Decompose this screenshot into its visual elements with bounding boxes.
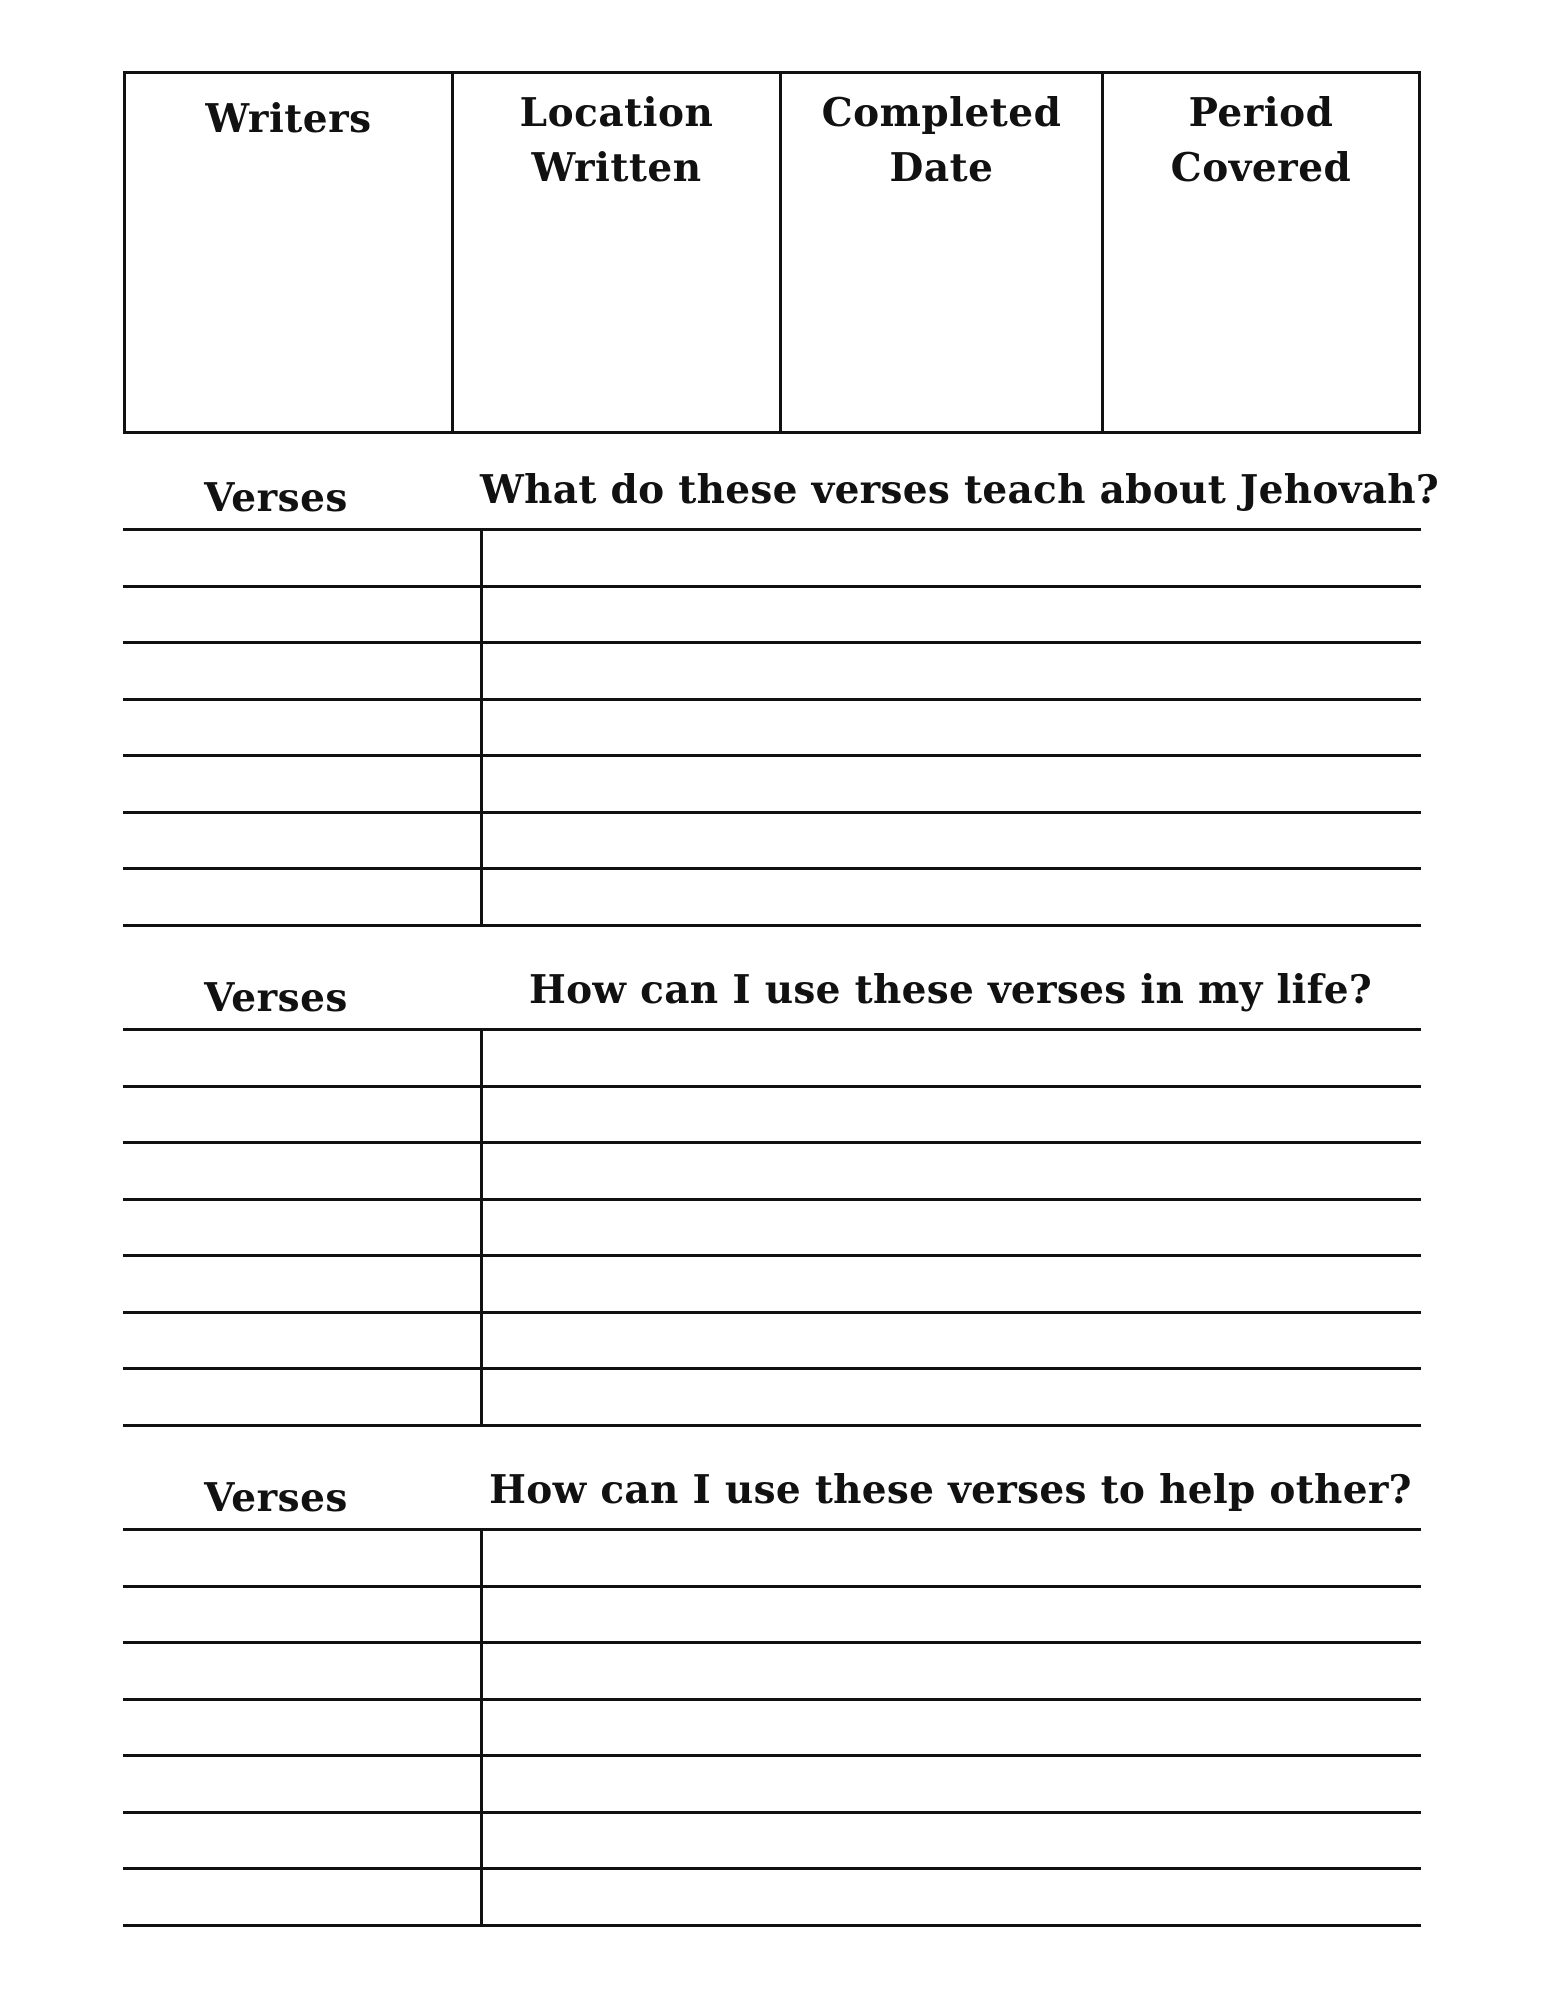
verses-column-title: Verses xyxy=(204,475,348,521)
answer-entry-cell[interactable] xyxy=(483,1701,1421,1755)
answer-entry-cell[interactable] xyxy=(483,1814,1421,1868)
answer-entry-cell[interactable] xyxy=(483,1588,1421,1642)
section-teach-about-jehovah xyxy=(123,467,1440,914)
writing-grid xyxy=(123,1528,1421,1927)
writing-grid xyxy=(123,1028,1421,1427)
verse-entry-cell[interactable] xyxy=(123,1257,480,1311)
location-written-header: Location Written xyxy=(519,90,714,191)
verse-entry-cell[interactable] xyxy=(123,1588,480,1642)
verse-entry-cell[interactable] xyxy=(123,1870,480,1924)
answer-entry-cell[interactable] xyxy=(483,1757,1421,1811)
verse-entry-cell[interactable] xyxy=(123,814,480,868)
answer-entry-cell[interactable] xyxy=(483,1031,1421,1085)
writers-cell[interactable] xyxy=(126,74,454,431)
answer-entry-cell[interactable] xyxy=(483,701,1421,755)
answer-entry-cell[interactable] xyxy=(483,1531,1421,1585)
verse-entry-cell[interactable] xyxy=(123,1370,480,1424)
location-written-cell[interactable] xyxy=(454,74,782,431)
verse-entry-cell[interactable] xyxy=(123,1088,480,1142)
verse-entry-cell[interactable] xyxy=(123,1644,480,1698)
verse-entry-cell[interactable] xyxy=(123,1314,480,1368)
rule-line xyxy=(123,924,1421,927)
answer-entry-cell[interactable] xyxy=(483,814,1421,868)
verse-entry-cell[interactable] xyxy=(123,1701,480,1755)
answer-entry-cell[interactable] xyxy=(483,1370,1421,1424)
verses-column-title: Verses xyxy=(204,1475,348,1521)
answer-entry-cell[interactable] xyxy=(483,1644,1421,1698)
answer-entry-cell[interactable] xyxy=(483,1870,1421,1924)
verse-entry-cell[interactable] xyxy=(123,1201,480,1255)
completed-date-header: Completed Date xyxy=(821,90,1062,191)
completed-date-cell[interactable] xyxy=(782,74,1104,431)
verse-entry-cell[interactable] xyxy=(123,1757,480,1811)
writing-grid xyxy=(123,528,1421,927)
verse-entry-cell[interactable] xyxy=(123,644,480,698)
section-use-in-my-life xyxy=(123,967,1421,1414)
writers-header: Writers xyxy=(205,96,372,142)
verses-column-title: Verses xyxy=(204,975,348,1021)
answer-entry-cell[interactable] xyxy=(483,757,1421,811)
verse-entry-cell[interactable] xyxy=(123,701,480,755)
info-table xyxy=(123,71,1421,434)
answer-entry-cell[interactable] xyxy=(483,1314,1421,1368)
verse-entry-cell[interactable] xyxy=(123,870,480,924)
answer-entry-cell[interactable] xyxy=(483,1088,1421,1142)
verse-entry-cell[interactable] xyxy=(123,588,480,642)
answer-entry-cell[interactable] xyxy=(483,644,1421,698)
verse-entry-cell[interactable] xyxy=(123,1531,480,1585)
answer-entry-cell[interactable] xyxy=(483,588,1421,642)
rule-line xyxy=(123,1924,1421,1927)
answer-entry-cell[interactable] xyxy=(483,1144,1421,1198)
question-title: How can I use these verses in my life? xyxy=(528,967,1373,1013)
verse-entry-cell[interactable] xyxy=(123,531,480,585)
answer-entry-cell[interactable] xyxy=(483,870,1421,924)
question-title: What do these verses teach about Jehovah? xyxy=(480,467,1440,513)
section-help-other xyxy=(123,1467,1421,1914)
answer-entry-cell[interactable] xyxy=(483,1201,1421,1255)
verse-entry-cell[interactable] xyxy=(123,757,480,811)
verse-entry-cell[interactable] xyxy=(123,1814,480,1868)
period-covered-cell[interactable] xyxy=(1104,74,1418,431)
rule-line xyxy=(123,1424,1421,1427)
period-covered-header: Period Covered xyxy=(1170,90,1352,191)
question-title: How can I use these verses to help other? xyxy=(489,1467,1412,1513)
verse-entry-cell[interactable] xyxy=(123,1031,480,1085)
answer-entry-cell[interactable] xyxy=(483,531,1421,585)
verse-entry-cell[interactable] xyxy=(123,1144,480,1198)
answer-entry-cell[interactable] xyxy=(483,1257,1421,1311)
